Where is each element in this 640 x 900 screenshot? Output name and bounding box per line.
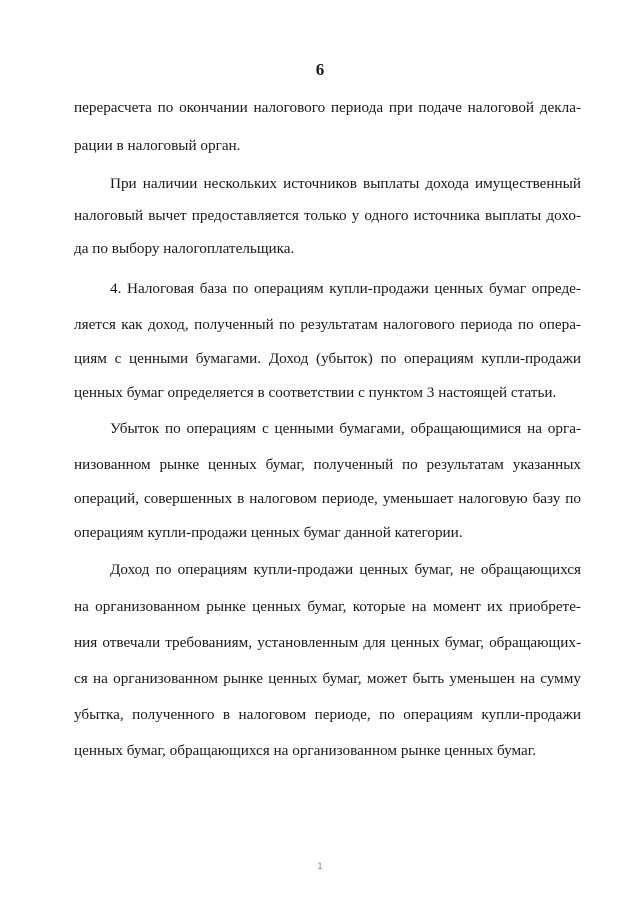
paragraph-3-line-2: ляется как доход, полученный по результатам налогового периода по опера- — [74, 316, 581, 333]
paragraph-2-line-3: да по выбору налогоплательщика. — [74, 240, 295, 257]
paragraph-1-line-2: рации в налоговый орган. — [74, 137, 241, 154]
paragraph-4-line-2: низованном рынке ценных бумаг, полученный по результатам указанных — [74, 456, 581, 473]
paragraph-5-line-6: ценных бумаг, обращающихся на организованном рынке ценных бумаг. — [74, 742, 537, 759]
paragraph-5-line-4: ся на организованном рынке ценных бумаг, может быть уменьшен на сумму — [74, 670, 581, 687]
paragraph-5-line-1: Доход по операциям купли-продажи ценных бумаг, не обращающихся — [110, 561, 581, 578]
paragraph-5-line-2: на организованном рынке ценных бумаг, которые на момент их приобрете- — [74, 598, 581, 615]
paragraph-4-line-1: Убыток по операциям с ценными бумагами, обращающимися на орга- — [110, 420, 581, 437]
page-number: 6 — [315, 60, 325, 79]
paragraph-4-line-4: операциям купли-продажи ценных бумаг данной категории. — [74, 524, 463, 541]
footer-mark: 1 — [317, 862, 323, 872]
paragraph-3-line-3: циям с ценными бумагами. Доход (убыток) по операциям купли-продажи — [74, 350, 581, 367]
paragraph-4-line-3: операций, совершенных в налоговом периоде, уменьшает налоговую базу по — [74, 490, 581, 507]
paragraph-5-line-5: убытка, полученного в налоговом периоде, по операциям купли-продажи — [74, 706, 581, 723]
paragraph-5-line-3: ния отвечали требованиям, установленным для ценных бумаг, обращающих- — [74, 634, 581, 651]
paragraph-1-line-1: перерасчета по окончании налогового периода при подаче налоговой декла- — [74, 99, 581, 116]
paragraph-3-line-1: 4. Налоговая база по операциям купли-продажи ценных бумаг опреде- — [110, 280, 581, 297]
paragraph-3-line-4: ценных бумаг определяется в соответствии с пунктом 3 настоящей статьи. — [74, 384, 557, 401]
paragraph-2-line-2: налоговый вычет предоставляется только у одного источника выплаты дохо- — [74, 207, 581, 224]
paragraph-2-line-1: При наличии нескольких источников выплаты дохода имущественный — [110, 175, 581, 192]
